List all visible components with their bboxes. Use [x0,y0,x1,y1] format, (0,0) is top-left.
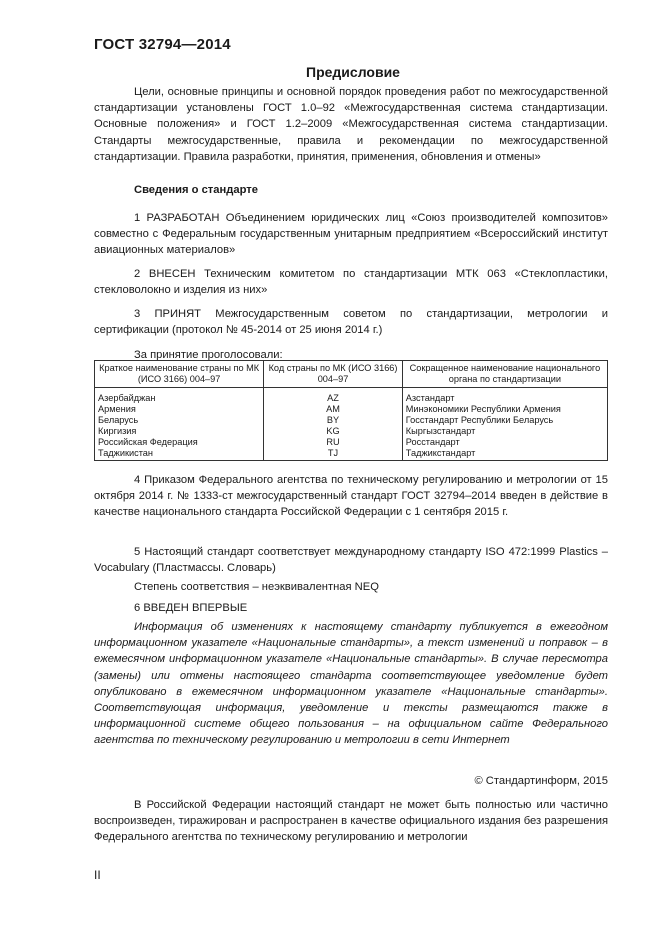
reproduction-notice: В Российской Федерации настоящий стандарт не может быть полностью или частично воспроизведен, тиражирован и распространен в качестве официального издания без разрешения Федерального агентства по техническому регулированию и метрологии [94,799,608,844]
table-row [95,415,608,426]
voting-table [94,360,608,461]
item-5-correspondence: 5 Настоящий стандарт соответствует международному стандарту ISO 472:1999 Plastics – Vocabulary (Пластмассы. Словарь) [94,546,608,575]
vote-caption: За принятие проголосовали: [134,349,283,361]
body-cell: Госстандарт Республики Беларусь [402,415,607,426]
table-header-country: Краткое наименование страны по МК (ИСО 3166) 004–97 [95,361,264,388]
table-row [95,404,608,415]
code-cell: KG [264,426,403,437]
section-heading: Сведения о стандарте [134,184,258,196]
table-row [95,388,608,405]
code-cell: AZ [264,388,403,405]
body-cell: Минэкономики Республики Армения [402,404,607,415]
table-header-body: Сокращенное наименование национального органа по стандартизации [402,361,607,388]
intro-paragraph: Цели, основные принципы и основной порядок проведения работ по межгосударственной стандартизации установлены ГОСТ 1.0–92 «Межгосударственная система стандартизации. Основные положения» и ГОСТ 1.2–2009 «Межгосударственная система стандартизации. Стандарты межгосударственные, правила и рекомендации по межгосударственной стандартизации. Правила разработки, принятия, применения, обновления и отмены» [94,86,608,163]
table-header-code: Код страны по МК (ИСО 3166) 004–97 [264,361,403,388]
page-number: II [94,868,101,882]
page-title: Предисловие [306,64,400,80]
info-notice: Информация об изменениях к настоящему стандарту публикуется в ежегодном информационном указателе «Национальные стандарты», а текст изменений и поправок – в ежемесячном информационном указателе «Национальные стандарты». В случае пересмотра (замены) или отмены настоящего стандарта соответствующее уведомление будет опубликовано в ежемесячном информационном указателе «Национальные стандарты». Соответствующая информация, уведомление и тексты размещаются также в информационной системе общего пользования – на официальном сайте Федерального агентства по техническому регулированию и метрологии в сети Интернет [94,621,608,747]
body-cell: Таджикстандарт [402,448,607,461]
country-cell: Таджикистан [95,448,264,461]
country-cell: Российская Федерация [95,437,264,448]
table-row [95,448,608,461]
copyright: © Стандартинформ, 2015 [474,775,608,787]
code-cell: RU [264,437,403,448]
document-number: ГОСТ 32794—2014 [94,36,231,53]
code-cell: TJ [264,448,403,461]
item-4-enacted: 4 Приказом Федерального агентства по техническому регулированию и метрологии от 15 октября 2014 г. № 1333-ст межгосударственный стандарт ГОСТ 32794–2014 введен в действие в качестве национального стандарта Российской Федерации с 1 сентября 2015 г. [94,474,608,519]
country-cell: Азербайджан [95,388,264,405]
code-cell: BY [264,415,403,426]
table-row [95,426,608,437]
body-cell: Росстандарт [402,437,607,448]
body-cell: Кыргызстандарт [402,426,607,437]
item-6-first-introduced: 6 ВВЕДЕН ВПЕРВЫЕ [134,602,248,614]
item-2-submitted: 2 ВНЕСЕН Техническим комитетом по стандартизации МТК 063 «Стеклопластики, стекловолокно и изделия из них» [94,268,608,297]
body-cell: Азстандарт [402,388,607,405]
item-1-developed: 1 РАЗРАБОТАН Объединением юридических лиц «Союз производителей композитов» совместно с Федеральным государственным унитарным предприятием «Всероссийский институт авиационных материалов» [94,212,608,257]
item-5-degree: Степень соответствия – неэквивалентная NEQ [134,581,379,593]
country-cell: Беларусь [95,415,264,426]
country-cell: Киргизия [95,426,264,437]
country-cell: Армения [95,404,264,415]
table-row [95,437,608,448]
item-3-adopted: 3 ПРИНЯТ Межгосударственным советом по стандартизации, метрологии и сертификации (протокол № 45-2014 от 25 июня 2014 г.) [94,308,608,337]
code-cell: AM [264,404,403,415]
